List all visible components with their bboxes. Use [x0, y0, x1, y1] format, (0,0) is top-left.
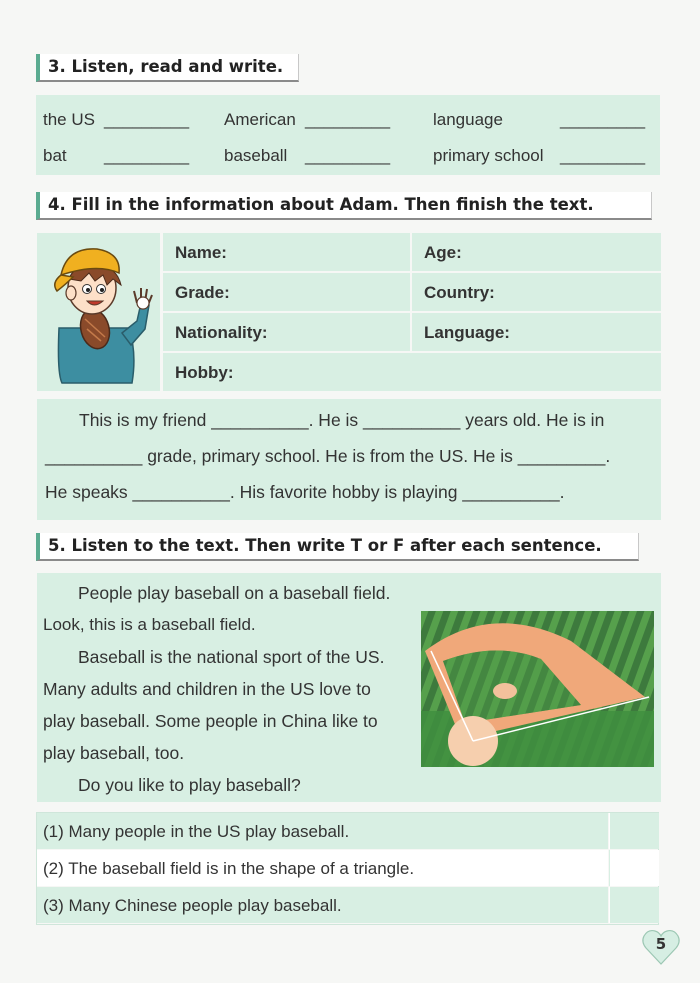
page-number: 5 [655, 935, 667, 953]
answer-cell-2[interactable] [609, 850, 659, 886]
adam-illustration [37, 233, 160, 391]
text-line-3: He speaks __________. His favorite hobby is playing __________. [45, 482, 565, 502]
statement-row-3: (3) Many Chinese people play baseball. [37, 887, 608, 923]
word-language: language [433, 110, 503, 129]
field-hobby: Hobby: [163, 353, 661, 391]
answer-cell-1[interactable] [609, 813, 659, 849]
word-primary-school: primary school [433, 146, 544, 165]
section-3-heading: 3. Listen, read and write. [36, 54, 299, 82]
word-the-us: the US [43, 110, 95, 129]
word-american: American [224, 110, 296, 129]
blank-language[interactable]: _________ [560, 110, 646, 129]
passage-line-6: play baseball, too. [43, 743, 185, 763]
blank-the-us[interactable]: _________ [104, 110, 190, 129]
blank-primary-school[interactable]: _________ [560, 146, 646, 165]
field-name: Name: [163, 233, 410, 271]
blank-bat[interactable]: _________ [104, 146, 190, 165]
word-bat: bat [43, 146, 67, 165]
field-language: Language: [412, 313, 661, 351]
text-line-2: __________ grade, primary school. He is from the US. He is _________. [45, 446, 611, 466]
statement-row-1: (1) Many people in the US play baseball. [37, 813, 608, 849]
page-number-badge [640, 926, 682, 968]
adam-picture-cell [37, 233, 160, 391]
field-nationality: Nationality: [163, 313, 410, 351]
blank-baseball[interactable]: _________ [305, 146, 391, 165]
text-line-1: This is my friend __________. He is __________ years old. He is in [79, 410, 605, 430]
passage-line-5: play baseball. Some people in China like to [43, 711, 378, 731]
passage-line-7: Do you like to play baseball? [78, 775, 301, 795]
passage-line-2: Look, this is a baseball field. [43, 615, 256, 634]
field-country: Country: [412, 273, 661, 311]
passage-line-1: People play baseball on a baseball field. [78, 583, 391, 603]
baseball-field-illustration [421, 611, 654, 767]
statement-row-2: (2) The baseball field is in the shape of a triangle. [37, 850, 608, 886]
blank-american[interactable]: _________ [305, 110, 391, 129]
baseball-field-image [421, 611, 654, 767]
field-age: Age: [412, 233, 661, 271]
answer-cell-3[interactable] [609, 887, 659, 923]
passage-line-3: Baseball is the national sport of the US. [78, 647, 385, 667]
word-baseball: baseball [224, 146, 288, 165]
passage-line-4: Many adults and children in the US love to [43, 679, 371, 699]
field-grade: Grade: [163, 273, 410, 311]
section-4-heading: 4. Fill in the information about Adam. Then finish the text. [36, 192, 652, 220]
section-5-heading: 5. Listen to the text. Then write T or F after each sentence. [36, 533, 639, 561]
